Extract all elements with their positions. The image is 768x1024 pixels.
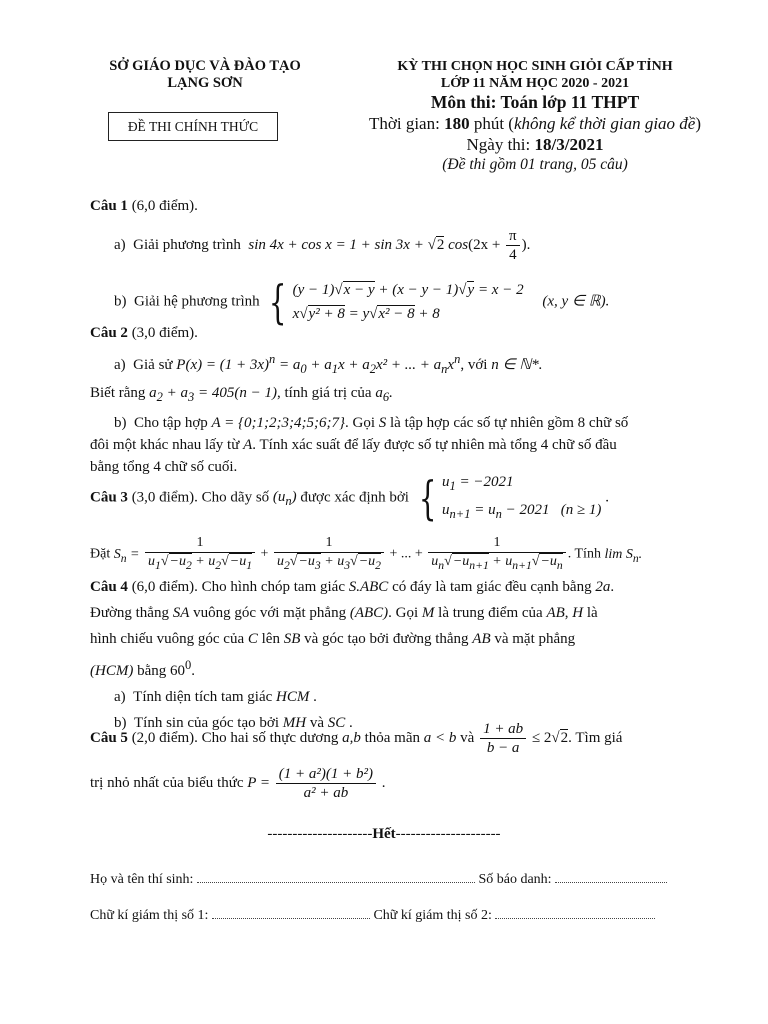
- proctor-2-label: Chữ kí giám thị số 2:: [373, 908, 492, 923]
- question-1: Câu 1 (6,0 điểm). a) Giải phương trình sin 4x + cos x = 1 + sin 3x + √2 cos(2x + $\frac{\pi}{4}$ ). b) Giải hệ phương trình { (y − 1)√x − y + (x − y − 1)√y = x − 2 x√y² + 8 = y√x² − 8 + 8 (x, y ∈ ℝ).: [90, 195, 708, 326]
- question-5-line1: Câu 5 (2,0 điểm). Cho hai số thực dương a,b thỏa mãn a < b và $\frac{1 + ab}{b - a}$ ≤ 2√2. Tìm giá: [90, 721, 623, 756]
- question-2b-line3: bằng tổng 4 chữ số cuối.: [90, 459, 238, 475]
- question-5: [90, 720, 708, 802]
- question-1b: b) Giải hệ phương trình { (y − 1)√x − y + (x − y − 1)√y = x − 2 x√y² + 8 = y√x² − 8 + 8 (x, y ∈ ℝ).: [114, 275, 610, 329]
- proctor-1-label: Chữ kí giám thị số 1:: [90, 908, 209, 923]
- question-title: Câu 3: [90, 489, 128, 506]
- end-marker: ---------------------Hết---------------------: [267, 826, 501, 842]
- official-exam-label: ĐỀ THI CHÍNH THỨC: [108, 112, 278, 141]
- exam-page-note: (Đề thi gồm 01 trang, 05 câu): [442, 156, 628, 173]
- question-2: Câu 2 (3,0 điểm). a) Giả sử $P(x) = (1 + 3x)^n = a_0 + a_1x + a_2x^2$ + ... + $a_nx^n$, với n ∈ ℕ*. Biết rằng $a_2 + a_3 = 405(n - 1)$, tính giá trị của $a_6$. b) Cho tập hợp A = {0;1;2;3;4;5;6;7}. Gọi S là tập hợp các số tự nhiên gồm 8 chữ số đôi một khác nhau lấy từ A. Tính xác suất để lấy được số tự nhiên mà tổng 4 chữ số đầu bằng tổng 4 chữ số cuối.: [90, 322, 708, 478]
- question-4a: a) Tính diện tích tam giác HCM .: [114, 689, 317, 705]
- question-1a: a) Giải phương trình sin 4x + cos x = 1 + sin 3x + √2 cos(2x + $\frac{\pi}{4}$ ).: [114, 228, 531, 263]
- candidate-name-field[interactable]: [197, 870, 475, 883]
- exam-header: [330, 58, 740, 175]
- candidate-id-label: Số báo danh:: [478, 872, 552, 887]
- exam-subject: Môn thi: Toán lớp 11 THPT: [430, 92, 640, 112]
- question-5-line2: trị nhỏ nhất của biểu thức P = $\frac{\text{(1 + a²)(1 + b²)}}{\text{a² + ab}}$ .: [90, 766, 386, 801]
- department-header: [70, 58, 340, 92]
- question-title: Câu 1: [90, 198, 128, 214]
- exam-title: KỲ THI CHỌN HỌC SINH GIỎI CẤP TỈNH: [397, 59, 673, 74]
- proctor-1-signature-field[interactable]: [212, 906, 370, 919]
- question-2b-line2: đôi một khác nhau lấy từ A. Tính xác suất để lấy được số tự nhiên mà tổng 4 chữ số đầu: [90, 437, 617, 453]
- question-2b: b) Cho tập hợp A = {0;1;2;3;4;5;6;7}. Gọi S là tập hợp các số tự nhiên gồm 8 chữ số: [114, 415, 629, 431]
- question-title: Câu 4: [90, 579, 128, 595]
- question-4: Câu 4 (6,0 điểm). Cho hình chóp tam giác S.ABC có đáy là tam giác đều cạnh bằng 2a. Đường thẳng SA vuông góc với mặt phẳng (ABC). Gọi M là trung điểm của AB, H là hình chiếu vuông góc của C lên SB và góc tạo bởi đường thẳng AB và mặt phẳng (HCM) bằng $60^0$. a) Tính diện tích tam giác HCM . b) Tính sin của góc tạo bởi MH và SC .: [90, 574, 708, 736]
- question-3-sum: Đặt $S_n$ = $\frac{1}{u_1√-u_2 + u_2√-u_1}$ + $\frac{1}{u_2√-u_3 + u_3√-u_2}$ + ... + $\frac{1}{u_n√-u_{n+1} + u_{n+1}√-u_n}$ . Tính $\lim S_n$.: [90, 535, 643, 572]
- question-title: Câu 2: [90, 325, 128, 341]
- question-2a-given: Biết rằng $a_2 + a_3 = 405(n - 1)$, tính giá trị của $a_6$.: [90, 385, 393, 404]
- question-3: [90, 470, 708, 575]
- province-name: LẠNG SƠN: [167, 75, 243, 91]
- end-text: Hết: [372, 826, 396, 842]
- candidate-id-field[interactable]: [555, 870, 667, 883]
- question-title: Câu 5: [90, 729, 128, 746]
- exam-date: Ngày thi: 18/3/2021: [466, 135, 604, 154]
- department-name: SỞ GIÁO DỤC VÀ ĐÀO TẠO: [109, 58, 301, 74]
- candidate-info-line: [90, 870, 708, 888]
- exam-duration: Thời gian: 180 phút (không kể thời gian giao đề): [368, 114, 702, 133]
- question-3-intro: Câu 3 (3,0 điểm). Cho dãy số $(u_n)$ được xác định bởi { $u_1 = -2021$ $u_{n+1} = u_n - 2021$ (n ≥ 1) .: [90, 471, 609, 525]
- proctor-2-signature-field[interactable]: [495, 906, 655, 919]
- question-4b: b) Tính sin của góc tạo bởi MH và SC .: [114, 715, 353, 731]
- proctor-signature-line: [90, 906, 708, 924]
- candidate-name-label: Họ và tên thí sinh:: [90, 872, 194, 887]
- question-2a: a) Giả sử $P(x) = (1 + 3x)^n = a_0 + a_1x + a_2x^2$ + ... + $a_nx^n$, với n ∈ ℕ*.: [114, 352, 543, 376]
- exam-grade-year: LỚP 11 NĂM HỌC 2020 - 2021: [440, 76, 630, 91]
